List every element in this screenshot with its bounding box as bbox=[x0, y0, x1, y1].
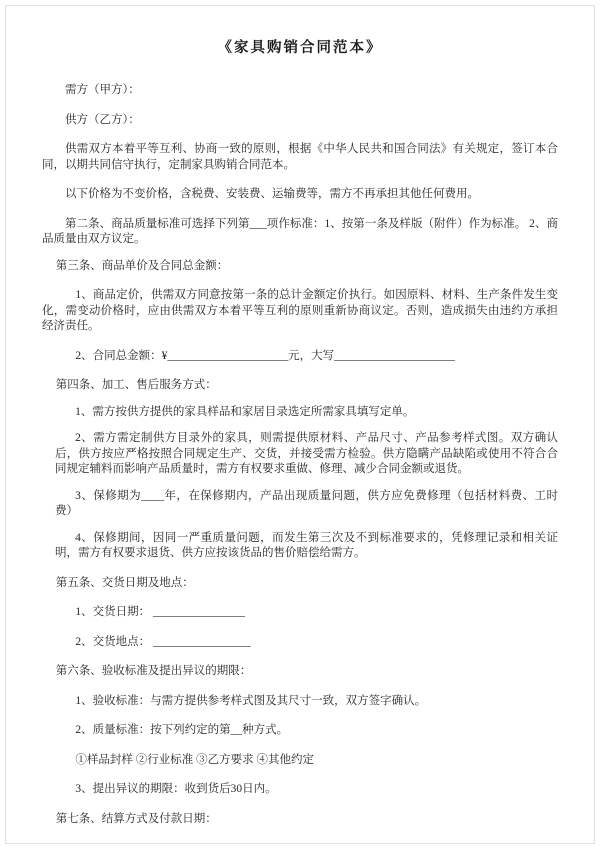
paragraph: 1、验收标准：与需方提供参考样式图及其尺寸一致，双方签字确认。 bbox=[75, 694, 427, 707]
paragraph: 2、交货地点： _________________ bbox=[75, 635, 251, 648]
paragraph: 2、需方需定制供方目录外的家具，则需提供原材料、产品尺寸、产品参考样式图。双方确认后，供方按应严格按照合同规定生产、交货，并接受需方检验。供方隐瞒产品缺陷或使用不符合合同规定辅料而影响产品质量时，需方有权要求重做、修理、减少合同金额或退货。 bbox=[55, 432, 558, 475]
paragraph: ①样品封样 ②行业标准 ③乙方要求 ④其他约定 bbox=[75, 753, 314, 766]
paragraph-list bbox=[42, 83, 558, 827]
paragraph: 供需双方本着平等互利、协商一致的原则，根据《中华人民共和国合同法》有关规定，签订本合同，以期共同信守执行，定制家具购销合同范本。 bbox=[42, 143, 558, 171]
paragraph: 需方（甲方）： bbox=[65, 84, 140, 96]
paragraph: 供方（乙方）： bbox=[65, 113, 140, 126]
paragraph: 1、需方按供方提供的家具样品和家居目录选定所需家具填写定单。 bbox=[75, 405, 415, 418]
paragraph: 第二条、商品质量标准可选择下列第___项作标准：1、按第一条及样版（附件）作为标准。 2、商品质量由双方议定。 bbox=[42, 217, 558, 245]
paragraph: 第三条、商品单价及合同总金额： bbox=[55, 259, 229, 272]
paragraph: 3、保修期为____年，在保修期内，产品出现质量问题，供方应免费修理（包括材料费、工时费） bbox=[55, 489, 558, 517]
paragraph: 第七条、结算方式及付款日期： bbox=[55, 812, 217, 825]
paragraph: 第四条、加工、售后服务方式： bbox=[55, 379, 217, 391]
paragraph: 以下价格为不变价格，含税费、安装费、运输费等，需方不再承担其他任何费用。 bbox=[65, 188, 479, 200]
paragraph: 1、商品定价，供需双方同意按第一条的总计金额定价执行。如因原料、材料、生产条件发生变化，需变动价格时，应由供需双方本着平等互利的原则重新协商议定。否则，造成损失由违约方承担经济责任。 bbox=[42, 289, 558, 332]
paragraph: 2、质量标准：按下列约定的第__种方式。 bbox=[75, 724, 289, 736]
paragraph: 4、保修期间，因同一严重质量问题，而发生第三次及不到标准要求的，凭修理记录和相关证明，需方有权要求退货、供方应按该货品的售价赔偿给需方。 bbox=[55, 531, 558, 559]
paragraph: 1、交货日期： ________________ bbox=[75, 606, 245, 618]
paragraph: 第五条、交货日期及地点： bbox=[55, 576, 194, 589]
document-title: 《家具购销合同范本》 bbox=[217, 40, 383, 56]
paragraph: 2、合同总金额：¥_____________________元，大写_____________________ bbox=[75, 349, 455, 362]
paragraph: 第六条、验收标准及提出异议的期限： bbox=[55, 665, 252, 677]
paragraph: 3、提出异议的期限：收到货后30日内。 bbox=[75, 783, 277, 795]
